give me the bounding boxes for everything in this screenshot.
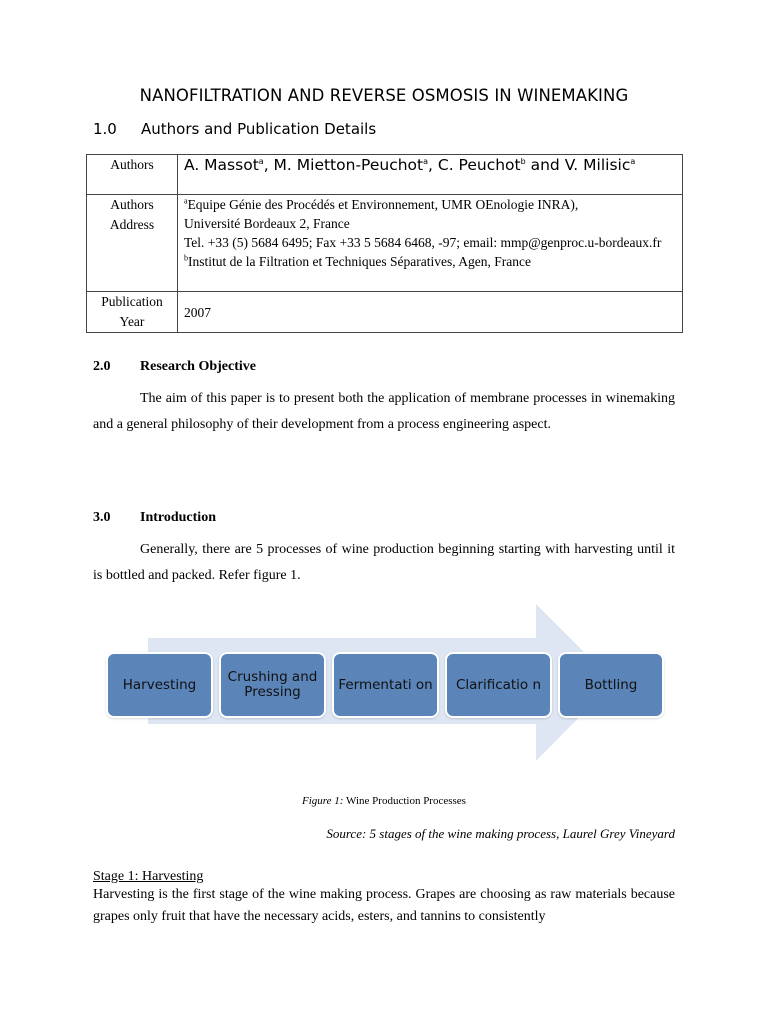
section-2-heading — [93, 359, 256, 375]
section-2-title: Research Objective — [140, 359, 256, 374]
section-3-paragraph — [93, 537, 675, 588]
step-harvesting: Harvesting — [106, 652, 213, 718]
address-label — [87, 195, 178, 292]
section-3-heading — [93, 510, 216, 526]
stage-1-paragraph: Harvesting is the first stage of the wine making process. Grapes are choosing as raw materials because grapes only fruit that have the necessary acids, esters, and tannins to consistently — [93, 887, 675, 924]
step-clarification: Clarificatio n — [445, 652, 552, 718]
author-4-affiliation: a — [630, 156, 636, 166]
year-row — [87, 292, 683, 333]
wine-process-diagram — [106, 600, 666, 765]
author-3: , C. Peuchot — [428, 156, 521, 174]
section-3-title: Introduction — [140, 510, 216, 525]
address-line-1-marker: a — [184, 196, 188, 206]
step-crushing-and-pressing: Crushing and Pressing — [219, 652, 326, 718]
address-line-4-marker: b — [184, 253, 188, 263]
stage-1-heading: Stage 1: Harvesting — [93, 869, 204, 884]
year-label-line-1: Publication — [101, 294, 163, 309]
address-line-4-text: Institut de la Filtration et Techniques Séparatives, Agen, France — [188, 254, 531, 269]
figure-caption-label: Figure 1: — [302, 795, 344, 807]
address-value — [178, 195, 683, 292]
figure-source: Source: 5 stages of the wine making process, Laurel Grey Vineyard — [326, 826, 675, 841]
year-label-line-2: Year — [119, 314, 145, 329]
section-1-heading — [93, 120, 376, 138]
address-line-1 — [184, 195, 682, 214]
author-4: and V. Milisic — [525, 156, 631, 174]
publication-details-table — [86, 154, 683, 333]
section-2-number: 2.0 — [93, 359, 111, 374]
section-3-number: 3.0 — [93, 510, 111, 525]
address-line-3: Tel. +33 (5) 5684 6495; Fax +33 5 5684 6468, -97; email: mmp@genproc.u-bordeaux.fr — [184, 235, 662, 250]
address-label-line-2: Address — [109, 217, 155, 232]
section-2-body: The aim of this paper is to present both the application of membrane processes in winemaking and a general philosophy of their development from a process engineering aspect. — [93, 391, 675, 432]
address-line-2: Université Bordeaux 2, France — [184, 216, 350, 231]
address-label-line-1: Authors — [110, 197, 154, 212]
figure-caption — [0, 795, 768, 807]
section-3-body: Generally, there are 5 processes of wine production beginning starting with harvesting until it is bottled and packed. Refer figure 1. — [93, 542, 675, 583]
year-label — [87, 292, 178, 333]
author-2: , M. Mietton-Peuchot — [263, 156, 424, 174]
step-fermentation: Fermentati on — [332, 652, 439, 718]
authors-label: Authors — [87, 155, 178, 195]
year-value: 2007 — [178, 292, 683, 333]
address-line-1-text: Equipe Génie des Procédés et Environnement, UMR OEnologie INRA), — [187, 197, 579, 212]
address-row — [87, 195, 683, 292]
section-1-title: Authors and Publication Details — [141, 120, 377, 138]
section-2-paragraph — [93, 386, 675, 437]
author-3-affiliation: b — [520, 156, 526, 166]
author-1-affiliation: a — [258, 156, 264, 166]
step-bottling: Bottling — [558, 652, 664, 718]
document-title: NANOFILTRATION AND REVERSE OSMOSIS IN WINEMAKING — [139, 86, 629, 105]
authors-value — [178, 155, 683, 195]
address-line-4 — [184, 252, 682, 271]
figure-caption-text: Wine Production Processes — [343, 795, 466, 807]
author-1: A. Massot — [184, 156, 259, 174]
authors-row — [87, 155, 683, 195]
author-2-affiliation: a — [423, 156, 429, 166]
section-1-number: 1.0 — [93, 120, 117, 138]
